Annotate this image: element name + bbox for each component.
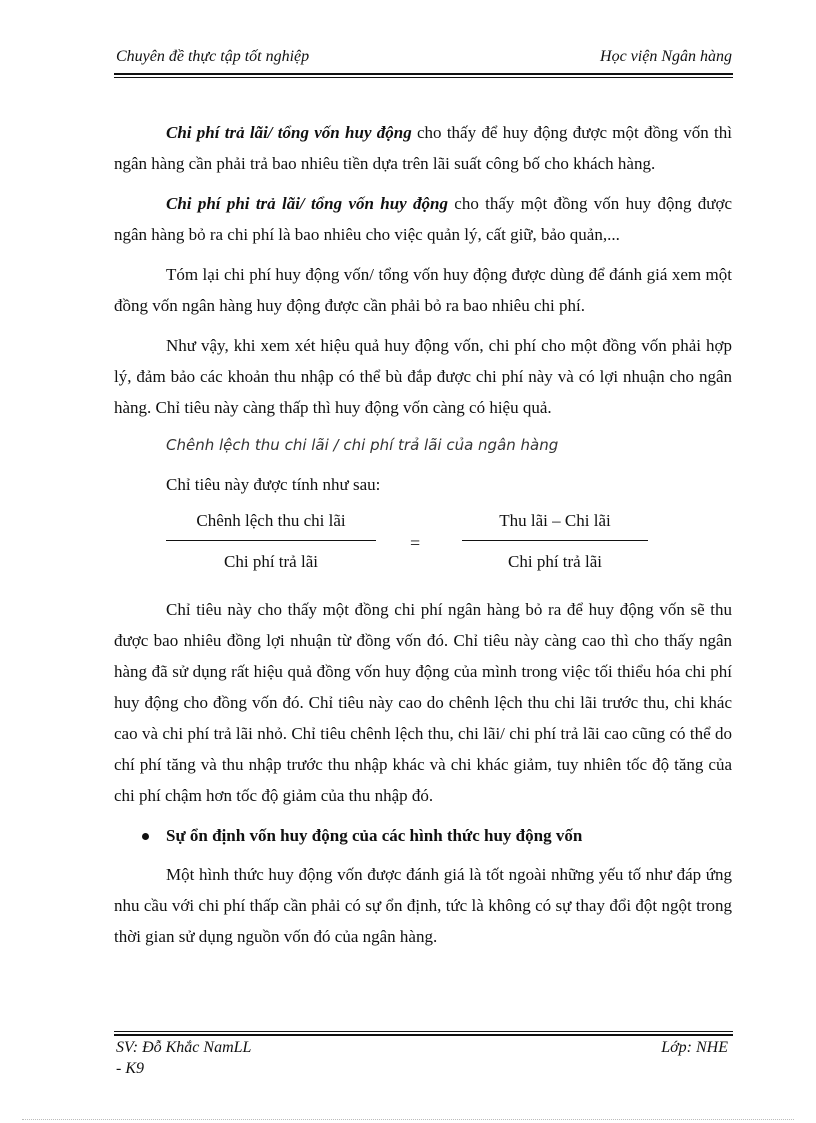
body-content xyxy=(114,117,732,961)
footer-rule xyxy=(114,1034,733,1036)
paragraph-stability: Một hình thức huy động vốn được đánh giá là tốt ngoài những yếu tố như đáp ứng nhu cầu với chi phí thấp cần phải có sự ổn định, tức là không có sự thay đổi đột ngột trong thời gian sử dụng nguồn vốn đó của ngân hàng. xyxy=(114,865,732,946)
bullet-dot-icon xyxy=(142,833,149,840)
paragraph-interest-cost xyxy=(114,117,732,179)
formula-left-fraction xyxy=(166,506,376,577)
bullet-heading-text: Sự ổn định vốn huy động của các hình thức huy động vốn xyxy=(166,826,583,845)
formula-right-denominator: Chi phí trả lãi xyxy=(508,552,602,571)
header-rule xyxy=(114,73,733,75)
subheading-interest-spread: Chênh lệch thu chi lãi / chi phí trả lãi của ngân hàng xyxy=(166,436,559,454)
bullet-heading xyxy=(114,820,732,851)
header-left-title: Chuyên đề thực tập tốt nghiệp xyxy=(116,48,310,65)
paragraph-text: cho thấy để huy động được một đồng vốn thì ngân hàng cần phải trả bao nhiêu tiền dựa trên lãi suất công bố cho khách hàng. xyxy=(114,123,732,173)
header-rule-secondary xyxy=(114,77,733,78)
term-interest-cost: Chi phí trả lãi/ tổng vốn huy động xyxy=(166,123,412,142)
formula-left-numerator: Chênh lệch thu chi lãi xyxy=(196,511,346,530)
paragraph-spread-explanation: Chỉ tiêu này cho thấy một đồng chi phí ngân hàng bỏ ra để huy động vốn sẽ thu được bao nhiêu đồng lợi nhuận từ đồng vốn đó. Chỉ tiêu này càng cao thì cho thấy ngân hàng đã sử dụng rất hiệu quả đồng vốn huy động của mình trong việc tối thiểu hóa chi phí huy động cho đồng vốn đó. Chỉ tiêu này cao do chênh lệch thu chi lãi trước thu, chi khác cao và chi phí trả lãi nhỏ. Chỉ tiêu chênh lệch thu, chi lãi/ chi phí trả lãi cao cũng có thể do chí phí tăng và thu nhập trước thu nhập khác và chi khác giảm, tuy nhiên tốc độ tăng của chi phí chậm hơn tốc độ giảm của thu nhập đó. xyxy=(114,600,732,805)
paragraph-efficiency: Như vậy, khi xem xét hiệu quả huy động vốn, chi phí cho một đồng vốn phải hợp lý, đảm bảo các khoản thu nhập có thể bù đắp được chi phí này và có lợi nhuận cho ngân hàng. Chỉ tiêu này càng thấp thì huy động vốn càng có hiệu quả. xyxy=(114,336,732,417)
paragraph-non-interest-cost xyxy=(114,188,732,250)
footer-rule-secondary xyxy=(114,1031,733,1032)
term-non-interest-cost: Chi phí phi trả lãi/ tổng vốn huy động xyxy=(166,194,448,213)
fraction-bar xyxy=(166,540,376,541)
footer-class: Lớp: NHE xyxy=(661,1039,728,1056)
page-header xyxy=(114,48,732,72)
footer-student-name: SV: Đỗ Khắc NamLL xyxy=(116,1039,252,1056)
header-right-title: Học viện Ngân hàng xyxy=(600,48,732,65)
formula-left-denominator: Chi phí trả lãi xyxy=(224,552,318,571)
paragraph-text: cho thấy một đồng vốn huy động được ngân hàng bỏ ra chi phí là bao nhiêu cho việc quản lý, cất giữ, bảo quản,... xyxy=(114,194,733,244)
formula xyxy=(114,506,732,584)
formula-equals: = xyxy=(410,533,421,553)
paragraph-summary: Tóm lại chi phí huy động vốn/ tổng vốn huy động được dùng để đánh giá xem một đồng vốn ngân hàng huy động được cần phải bỏ ra bao nhiêu chi phí. xyxy=(114,265,732,315)
page-bottom-divider xyxy=(22,1119,794,1120)
formula-right-numerator: Thu lãi – Chi lãi xyxy=(499,511,611,530)
formula-right-fraction xyxy=(462,506,648,577)
fraction-bar xyxy=(462,540,648,541)
footer-student-cohort: - K9 xyxy=(116,1060,144,1077)
formula-intro: Chỉ tiêu này được tính như sau: xyxy=(166,475,381,494)
footer-student xyxy=(116,1037,316,1079)
